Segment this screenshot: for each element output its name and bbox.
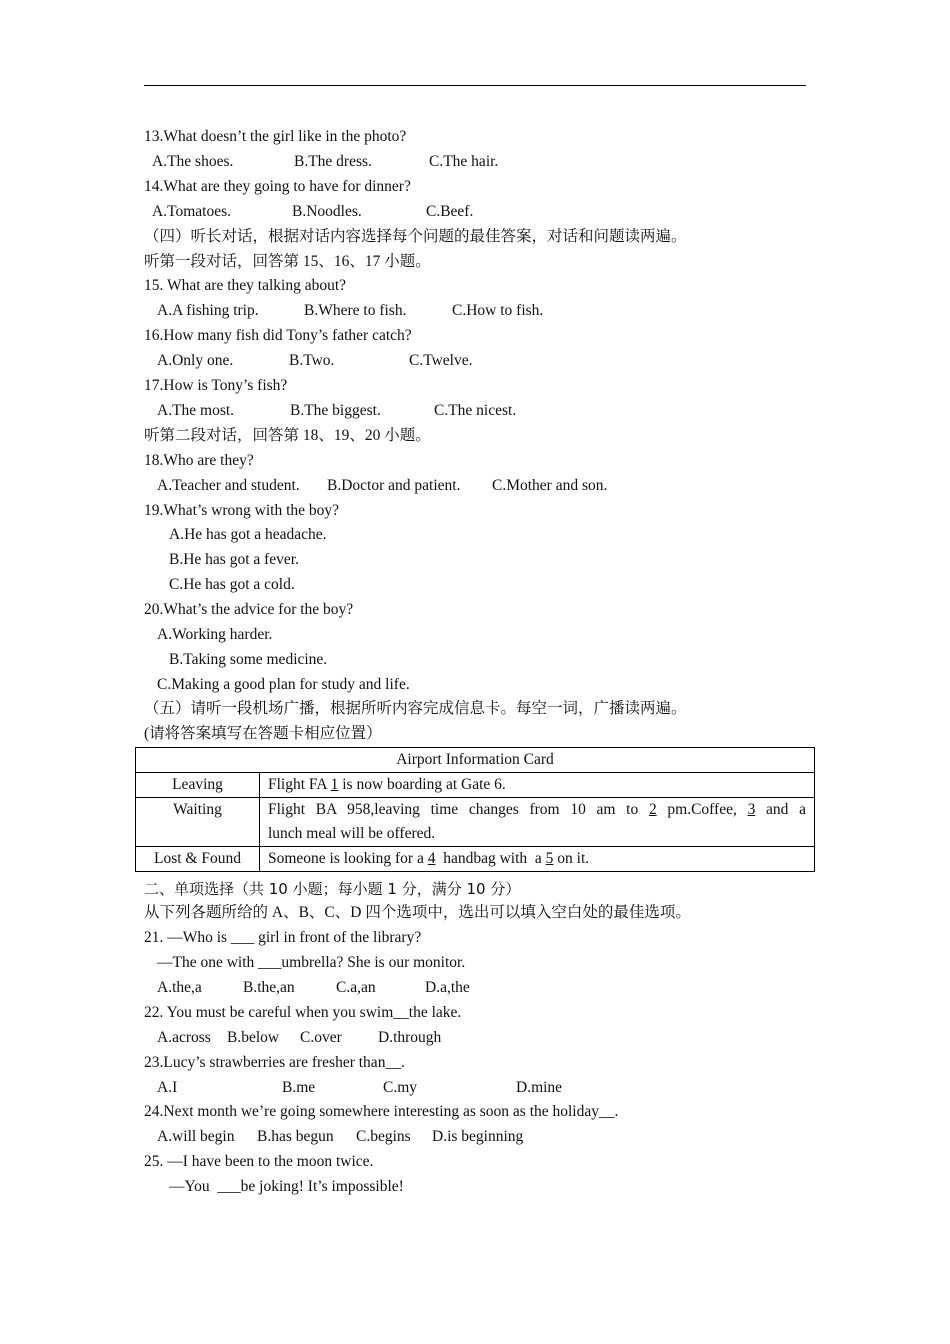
- q13-option-c: C.The hair.: [429, 153, 499, 170]
- q23-option-a: A.I: [157, 1079, 178, 1096]
- q16-option-a: A.Only one.: [157, 352, 234, 369]
- airport-information-card: [135, 747, 815, 872]
- card-lost-label: Lost & Found: [136, 847, 260, 872]
- question-23: 23.Lucy’s strawberries are fresher than__.: [144, 1054, 405, 1071]
- q16-option-b: B.Two.: [289, 352, 335, 369]
- question-22: 22. You must be careful when you swim__the lake.: [144, 1004, 462, 1021]
- q22-option-b: B.below: [227, 1029, 280, 1046]
- q20-option-c: C.Making a good plan for study and life.: [157, 676, 410, 693]
- q16-option-c: C.Twelve.: [409, 352, 473, 369]
- part5-heading: （五）请听一段机场广播，根据所听内容完成信息卡。每空一词，广播读两遍。: [144, 700, 687, 717]
- q17-option-a: A.The most.: [157, 402, 235, 419]
- card-waiting-label: Waiting: [136, 798, 260, 847]
- q20-option-a: A.Working harder.: [157, 626, 273, 643]
- q14-option-b: B.Noodles.: [292, 203, 362, 220]
- blank-1: 1: [330, 776, 339, 793]
- question-25-reply: —You ___be joking! It’s impossible!: [169, 1178, 404, 1195]
- card-lost-value: Someone is looking for a 4 handbag with a 5 on it.: [260, 847, 815, 872]
- question-17: 17.How is Tony’s fish?: [144, 377, 288, 394]
- q19-option-c: C.He has got a cold.: [169, 576, 295, 593]
- q24-option-d: D.is beginning: [432, 1128, 524, 1145]
- question-19: 19.What’s wrong with the boy?: [144, 502, 340, 519]
- dialog2-intro: 听第二段对话，回答第 18、19、20 小题。: [144, 427, 431, 444]
- blank-2: 2: [648, 801, 657, 818]
- q22-option-c: C.over: [300, 1029, 342, 1046]
- q14-option-c: C.Beef.: [426, 203, 474, 220]
- blank-5: 5: [545, 850, 554, 867]
- question-24: 24.Next month we’re going somewhere interesting as soon as the holiday__.: [144, 1103, 619, 1120]
- q24-option-b: B.has begun: [257, 1128, 334, 1145]
- question-25: 25. —I have been to the moon twice.: [144, 1153, 374, 1170]
- q15-option-c: C.How to fish.: [452, 302, 544, 319]
- question-13: 13.What doesn’t the girl like in the photo?: [144, 128, 407, 145]
- q21-option-a: A.the,a: [157, 979, 202, 996]
- question-18: 18.Who are they?: [144, 452, 254, 469]
- q14-option-a: A.Tomatoes.: [152, 203, 231, 220]
- q19-option-a: A.He has got a headache.: [169, 526, 327, 543]
- section2-instruction: 从下列各题所给的 A、B、C、D 四个选项中，选出可以填入空白处的最佳选项。: [144, 904, 691, 921]
- q18-option-a: A.Teacher and student.: [157, 477, 300, 494]
- q17-option-c: C.The nicest.: [434, 402, 517, 419]
- card-waiting-value: Flight BA 958,leaving time changes from 10 am to 2 pm.Coffee, 3 and a lunch meal will be offered.: [260, 798, 815, 847]
- q23-option-d: D.mine: [516, 1079, 563, 1096]
- q24-option-c: C.begins: [356, 1128, 411, 1145]
- card-title: Airport Information Card: [136, 748, 815, 773]
- blank-3: 3: [747, 801, 756, 818]
- q21-option-b: B.the,an: [243, 979, 295, 996]
- q13-option-b: B.The dress.: [294, 153, 372, 170]
- question-21-reply: —The one with ___umbrella? She is our monitor.: [157, 954, 466, 971]
- q23-option-c: C.my: [383, 1079, 418, 1096]
- question-15: 15. What are they talking about?: [144, 277, 347, 294]
- part4-heading: （四）听长对话，根据对话内容选择每个问题的最佳答案，对话和问题读两遍。: [144, 228, 687, 245]
- q21-option-c: C.a,an: [336, 979, 376, 996]
- q23-option-b: B.me: [282, 1079, 316, 1096]
- q22-option-d: D.through: [378, 1029, 442, 1046]
- dialog1-intro: 听第一段对话，回答第 15、16、17 小题。: [144, 253, 431, 270]
- header-rule: [144, 85, 806, 86]
- q13-option-a: A.The shoes.: [152, 153, 234, 170]
- card-leaving-label: Leaving: [136, 773, 260, 798]
- q18-option-b: B.Doctor and patient.: [327, 477, 461, 494]
- question-21: 21. —Who is ___ girl in front of the library?: [144, 929, 422, 946]
- question-14: 14.What are they going to have for dinner?: [144, 178, 411, 195]
- q24-option-a: A.will begin: [157, 1128, 235, 1145]
- q19-option-b: B.He has got a fever.: [169, 551, 299, 568]
- question-20: 20.What’s the advice for the boy?: [144, 601, 354, 618]
- section2-heading: 二、单项选择（共 10 小题；每小题 1 分，满分 10 分）: [144, 880, 521, 898]
- q15-option-a: A.A fishing trip.: [157, 302, 259, 319]
- blank-4: 4: [427, 850, 436, 867]
- card-leaving-value: Flight FA 1 is now boarding at Gate 6.: [260, 773, 815, 798]
- question-16: 16.How many fish did Tony’s father catch?: [144, 327, 412, 344]
- part5-note: (请将答案填写在答题卡相应位置）: [144, 725, 382, 742]
- q15-option-b: B.Where to fish.: [304, 302, 407, 319]
- q21-option-d: D.a,the: [425, 979, 470, 996]
- q22-option-a: A.across: [157, 1029, 211, 1046]
- q18-option-c: C.Mother and son.: [492, 477, 608, 494]
- q17-option-b: B.The biggest.: [290, 402, 381, 419]
- q20-option-b: B.Taking some medicine.: [169, 651, 328, 668]
